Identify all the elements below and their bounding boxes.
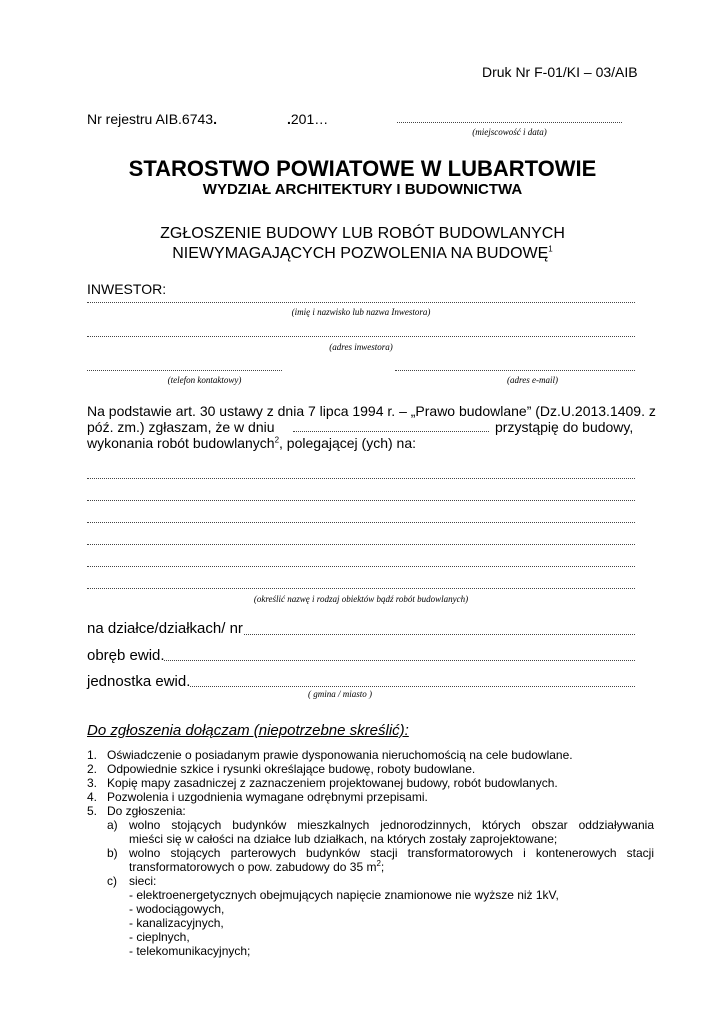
form-title-line1: ZGŁOSZENIE BUDOWY LUB ROBÓT BUDOWLANYCH [160, 225, 565, 242]
plot-field[interactable] [244, 634, 635, 635]
item-number: 3. [87, 776, 98, 790]
item-number: 1. [87, 748, 98, 762]
item-text: Odpowiednie szkice i rysunki określające budowę, roboty budowlane. [107, 762, 476, 776]
sub-item-c-line1: sieci: [129, 874, 157, 888]
description-line-4[interactable] [87, 544, 635, 545]
phone-field[interactable] [87, 370, 282, 371]
item-number: 5. [87, 804, 98, 818]
description-line-2[interactable] [87, 500, 635, 501]
department-title: WYDZIAŁ ARCHITEKTURY I BUDOWNICTWA [202, 181, 523, 198]
sub-item-a-cont: mieści się w całości na działce lub działkach, na których zostały zaprojektowane; [129, 832, 558, 846]
form-title-line2-text: NIEWYMAGAJĄCYCH POZWOLENIA NA BUDOWĘ [172, 245, 549, 262]
declaration-line3b: , polegającej (ych) na: [279, 435, 416, 451]
footnote-2: 2 [274, 435, 280, 445]
registry-number [87, 111, 217, 127]
superscript-2: 2 [376, 859, 381, 868]
objects-caption: (określić nazwę i rodzaj obiektów bądź robót budowlanych) [253, 594, 469, 604]
start-date-field[interactable] [293, 431, 489, 432]
investor-name-field[interactable] [87, 302, 635, 303]
year-dot: . [287, 111, 291, 127]
network-item: - kanalizacyjnych, [129, 916, 224, 930]
year-value: 201… [290, 111, 329, 127]
investor-address-caption: (adres inwestora) [329, 342, 393, 352]
precinct-field[interactable] [164, 660, 635, 661]
description-line-5[interactable] [87, 566, 635, 567]
investor-name-caption: (imię i nazwisko lub nazwa Inwestora) [291, 307, 431, 317]
network-item: - elektroenergetycznych obejmujących napięcie znamionowe nie wyższe niż 1kV, [129, 888, 559, 902]
unit-caption: ( gmina / miasto ) [308, 689, 372, 699]
item-text: Do zgłoszenia: [107, 804, 186, 818]
sub-item-a-label: a) [107, 818, 118, 832]
investor-label: INWESTOR: [87, 281, 167, 297]
sub-item-b-line1: wolno stojących parterowych budynków stacji transformatorowych i kontenerowych stacji [129, 846, 654, 860]
form-title-line2 [0, 245, 725, 263]
plot-label: na działce/działkach/ nr [87, 620, 243, 637]
sub-item-b-cont [129, 860, 384, 874]
email-field[interactable] [395, 370, 635, 371]
attachments-list [87, 748, 654, 968]
email-caption: (adres e-mail) [507, 375, 558, 385]
place-date-caption: (miejscowość i data) [472, 127, 547, 137]
attachments-heading: Do zgłoszenia dołączam (niepotrzebne skreślić): [87, 722, 409, 739]
unit-field[interactable] [190, 686, 635, 687]
declaration-line3a: wykonania robót budowlanych [87, 435, 275, 451]
place-date-field[interactable] [397, 122, 622, 123]
network-item: - telekomunikacyjnych; [129, 944, 251, 958]
unit-label: jednostka ewid. [87, 673, 191, 690]
item-text: Pozwolenia i uzgodnienia wymagane odrębnymi przepisami. [107, 790, 428, 804]
registry-dot: . [213, 111, 217, 127]
declaration-line1: Na podstawie art. 30 ustawy z dnia 7 lipca 1994 r. – „Prawo budowlane” (Dz.U.2013.1409. z [87, 403, 656, 419]
footnote-1: 1 [548, 244, 553, 254]
registry-year [287, 111, 328, 127]
sub-item-a-line1: wolno stojących budynków mieszkalnych jednorodzinnych, których obszar oddziaływania [129, 818, 654, 832]
description-line-3[interactable] [87, 522, 635, 523]
sub-item-b-label: b) [107, 846, 118, 860]
declaration-line2b: przystąpię do budowy, [495, 419, 634, 435]
phone-caption: (telefon kontaktowy) [167, 375, 242, 385]
investor-address-field[interactable] [87, 336, 635, 337]
precinct-label: obręb ewid. [87, 647, 165, 664]
item-number: 2. [87, 762, 98, 776]
network-item: - wodociągowych, [129, 902, 225, 916]
declaration-line2a: póź. zm.) zgłaszam, że w dniu [87, 419, 275, 435]
sub-item-b-end: ; [380, 860, 385, 874]
item-text: Kopię mapy zasadniczej z zaznaczeniem projektowanej budowy, robót budowlanych. [107, 776, 558, 790]
description-line-1[interactable] [87, 478, 635, 479]
office-title: STAROSTWO POWIATOWE W LUBARTOWIE [128, 156, 597, 181]
item-number: 4. [87, 790, 98, 804]
declaration-line3 [87, 435, 416, 451]
sub-item-c-label: c) [107, 874, 117, 888]
form-number: Druk Nr F-01/KI – 03/AIB [482, 64, 638, 80]
registry-label: Nr rejestru AIB.6743 [87, 111, 214, 127]
sub-item-b-line2: transformatorowych o pow. zabudowy do 35 m [129, 860, 377, 874]
description-line-6[interactable] [87, 588, 635, 589]
network-item: - cieplnych, [129, 930, 190, 944]
item-text: Oświadczenie o posiadanym prawie dysponowania nieruchomością na cele budowlane. [107, 748, 573, 762]
